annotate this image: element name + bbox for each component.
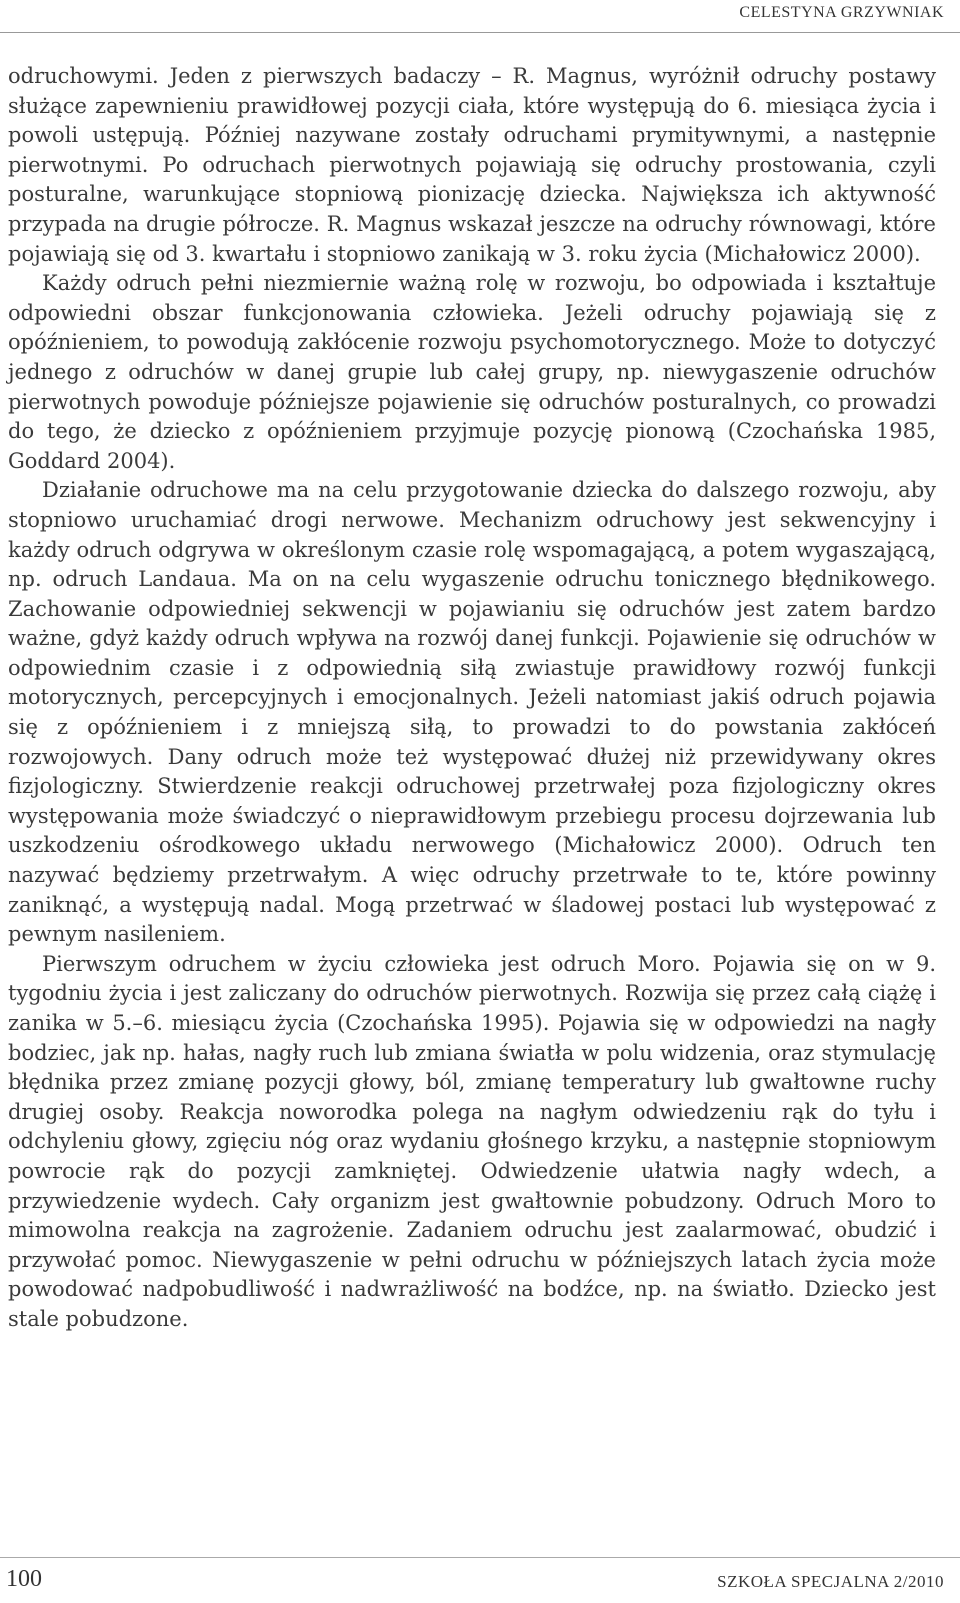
journal-name: SZKOŁA SPECJALNA 2/2010 (717, 1572, 944, 1591)
paragraph-3: Działanie odruchowe ma na celu przygotowanie dziecka do dalszego rozwoju, aby stopniowo uruchamiać drogi nerwowe. Mechanizm odruchowy jest sekwencyjny i każdy odruch odgrywa w określonym czasie rolę wspomagającą, a potem wygaszającą, np. odruch Landaua. Ma on na celu wygaszenie odruchu tonicznego błędnikowego. Zachowanie odpowiedniej sekwencji w pojawianiu się odruchów jest zatem bardzo ważne, gdyż każdy odruch wpływa na rozwój danej funkcji. Pojawienie się odruchów w odpowiednim czasie i z odpowiednią siłą zwiastuje prawidłowy rozwój funkcji motorycznych, percepcyjnych i emocjonalnych. Jeżeli natomiast jakiś odruch pojawia się z opóźnieniem i z mniejszą siłą, to prowadzi to do powstania zakłóceń rozwojowych. Dany odruch może też występować dłużej niż przewidywany okres fizjologiczny. Stwierdzenie reakcji odruchowej przetrwałej poza fizjologiczny okres występowania może świadczyć o nieprawidłowym przebiegu procesu dojrzewania lub uszkodzeniu ośrodkowego układu nerwowego (Michałowicz 2000). Odruch ten nazywać będziemy przetrwałym. A więc odruchy przetrwałe to te, które powinny zaniknąć, a występują nadal. Mogą przetrwać w śladowej postaci lub występować z pewnym nasileniem. (8, 478, 936, 947)
paragraph-1: odruchowymi. Jeden z pierwszych badaczy – R. Magnus, wyróżnił odruchy postawy służące zapewnieniu prawidłowej pozycji ciała, które występują do 6. miesiąca życia i powoli ustępują. Później nazywane zostały odruchami prymitywnymi, a następnie pierwotnymi. Po odruchach pierwotnych pojawiają się odruchy prostowania, czyli posturalne, warunkujące stopniową pionizację dziecka. Największa ich aktywność przypada na drugie półrocze. R. Magnus wskazał jeszcze na odruchy równowagi, które pojawiają się od 3. kwartału i stopniowo zanikają w 3. roku życia (Michałowicz 2000). (8, 64, 936, 266)
paragraph-2: Każdy odruch pełni niezmiernie ważną rolę w rozwoju, bo odpowiada i kształtuje odpowiedni obszar funkcjonowania człowieka. Jeżeli odruchy pojawiają się z opóźnieniem, to powodują zakłócenie rozwoju psychomotorycznego. Może to dotyczyć jednego z odruchów w danej grupie lub całej grupy, np. niewygaszenie odruchów pierwotnych powoduje późniejsze pojawienie się odruchów posturalnych, co prowadzi do tego, że dziecko z opóźnieniem przyjmuje pozycję pionową (Czochańska 1985, Goddard 2004). (8, 271, 936, 473)
article-body (8, 62, 936, 1335)
page-number: 100 (6, 1566, 42, 1592)
paragraph-4: Pierwszym odruchem w życiu człowieka jest odruch Moro. Pojawia się on w 9. tygodniu życia i jest zaliczany do odruchów pierwotnych. Rozwija się przez całą ciążę i zanika w 5.–6. miesiącu życia (Czochańska 1995). Pojawia się w odpowiedzi na nagły bodziec, jak np. hałas, nagły ruch lub zmiana światła w polu widzenia, oraz stymulację błędnika przez zmianę pozycji głowy, ból, zmianę temperatury lub gwałtowne ruchy drugiej osoby. Reakcja noworodka polega na nagłym odwiedzeniu rąk do tyłu i odchyleniu głowy, zgięciu nóg oraz wydaniu głośnego krzyku, a następnie stopniowym powrocie rąk do pozycji zamkniętej. Odwiedzenie ułatwia nagły wdech, a przywiedzenie wydech. Cały organizm jest gwałtownie pobudzony. Odruch Moro to mimowolna reakcja na zagrożenie. Zadaniem odruchu jest zaalarmować, obudzić i przywołać pomoc. Niewygaszenie w pełni odruchu w późniejszych latach życia może powodować nadpobudliwość i nadwrażliwość na bodźce, np. na światło. Dziecko jest stale pobudzone. (8, 951, 936, 1331)
footer-rule (0, 1557, 960, 1558)
header-rule (0, 32, 960, 33)
running-head: CELESTYNA GRZYWNIAK (739, 4, 944, 21)
